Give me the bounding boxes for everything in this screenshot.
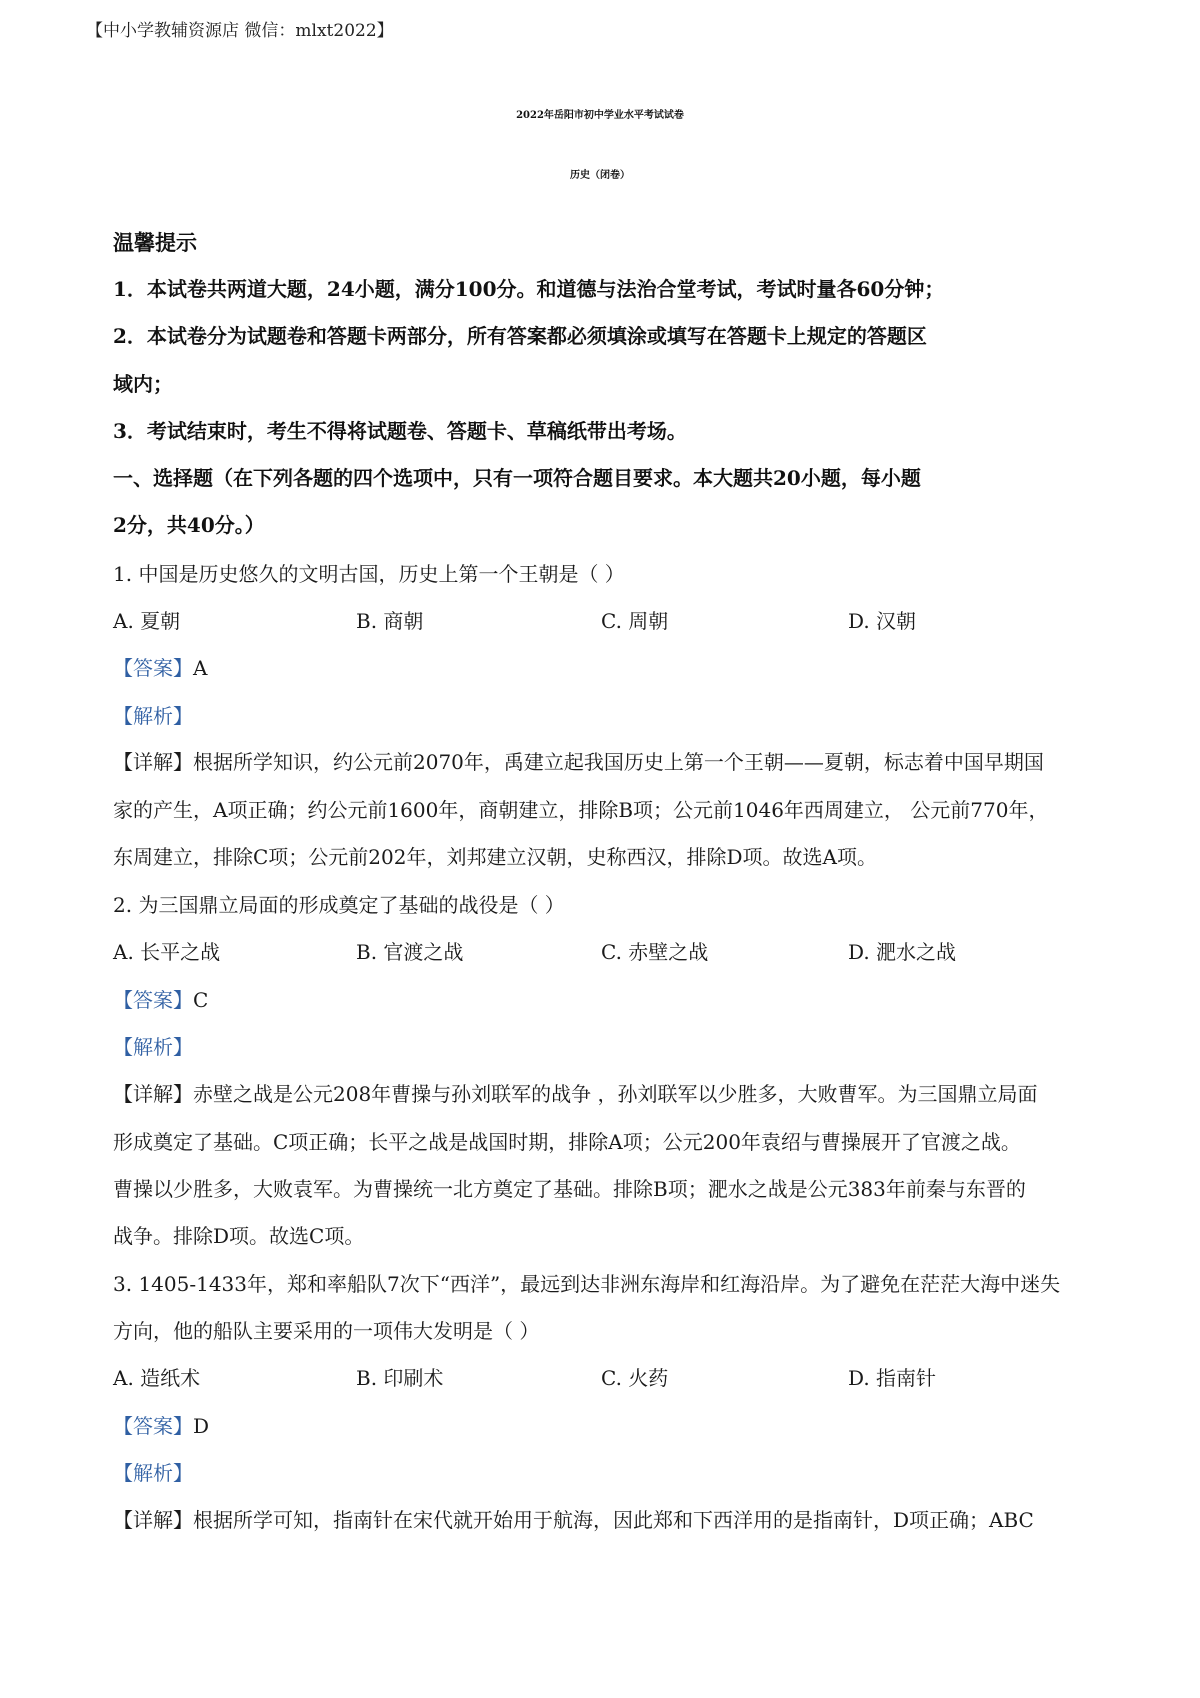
question-1-answer	[113, 654, 207, 682]
question-2-answer	[113, 986, 208, 1014]
tips-heading: 温馨提示	[113, 230, 197, 255]
question-1-analysis-label: 【解析】	[113, 704, 193, 728]
question-1-detail-line: 东周建立，排除C项；公元前202年，刘邦建立汉朝，史称西汉，排除D项。故选A项。	[113, 845, 877, 869]
question-1-option-b: B. 商朝	[356, 609, 424, 633]
page-title: 2022年岳阳市初中学业水平考试试卷	[516, 110, 684, 121]
tip-item-1: 1．本试卷共两道大题，24小题，满分100分。和道德与法治合堂考试，考试时量各60分钟；	[113, 277, 945, 301]
question-3-stem-cont: 方向，他的船队主要采用的一项伟大发明是（ ）	[113, 1319, 540, 1343]
page-subtitle: 历史（闭卷）	[570, 170, 630, 181]
answer-value: C	[193, 988, 209, 1012]
question-2-detail-line: 战争。排除D项。故选C项。	[113, 1224, 365, 1248]
detail-label: 【详解】	[113, 750, 193, 774]
question-2-detail-line: 曹操以少胜多，大败袁军。为曹操统一北方奠定了基础。排除B项；淝水之战是公元383年前秦与东晋的	[113, 1177, 1026, 1201]
answer-value: D	[193, 1414, 210, 1438]
question-2-detail-line: 【详解】赤壁之战是公元208年曹操与孙刘联军的战争 ，孙刘联军以少胜多，大败曹军。为三国鼎立局面	[113, 1082, 1038, 1106]
question-2-option-c: C. 赤壁之战	[601, 940, 709, 964]
tip-item-2: 2．本试卷分为试题卷和答题卡两部分，所有答案都必须填涂或填写在答题卡上规定的答题区	[113, 324, 927, 348]
header-note: 【中小学教辅资源店 微信：mlxt2022】	[86, 21, 394, 41]
question-3-stem: 3. 1405-1433年，郑和率船队7次下“西洋”，最远到达非洲东海岸和红海沿岸。为了避免在茫茫大海中迷失	[113, 1272, 1061, 1296]
question-3-answer	[113, 1412, 209, 1440]
question-2-detail-line: 形成奠定了基础。C项正确；长平之战是战国时期，排除A项；公元200年袁绍与曹操展开了官渡之战。	[113, 1130, 1021, 1154]
tip-item-3: 3．考试结束时，考生不得将试题卷、答题卡、草稿纸带出考场。	[113, 419, 687, 443]
answer-value: A	[193, 656, 208, 680]
question-3-option-b: B. 印刷术	[356, 1366, 444, 1390]
question-2-analysis-label: 【解析】	[113, 1035, 193, 1059]
question-2-option-a: A. 长平之战	[113, 940, 221, 964]
answer-label: 【答案】	[113, 656, 193, 680]
question-1-option-a: A. 夏朝	[113, 609, 181, 633]
question-1-option-c: C. 周朝	[601, 609, 669, 633]
question-1-option-d: D. 汉朝	[848, 609, 917, 633]
question-3-analysis-label: 【解析】	[113, 1461, 193, 1485]
question-3-detail-line: 【详解】根据所学可知，指南针在宋代就开始用于航海，因此郑和下西洋用的是指南针，D项正确；ABC	[113, 1508, 1034, 1532]
section-heading: 一、选择题（在下列各题的四个选项中，只有一项符合题目要求。本大题共20小题，每小题	[113, 466, 921, 490]
question-3-option-d: D. 指南针	[848, 1366, 937, 1390]
section-heading-cont: 2分，共40分。）	[113, 513, 265, 537]
question-2-stem: 2. 为三国鼎立局面的形成奠定了基础的战役是（ ）	[113, 893, 565, 917]
detail-label: 【详解】	[113, 1508, 193, 1532]
question-2-option-b: B. 官渡之战	[356, 940, 464, 964]
answer-label: 【答案】	[113, 1414, 193, 1438]
answer-label: 【答案】	[113, 988, 193, 1012]
question-1-stem: 1. 中国是历史悠久的文明古国，历史上第一个王朝是（ ）	[113, 562, 625, 586]
question-3-option-c: C. 火药	[601, 1366, 669, 1390]
question-2-option-d: D. 淝水之战	[848, 940, 957, 964]
detail-label: 【详解】	[113, 1082, 193, 1106]
question-1-detail-line: 家的产生，A项正确；约公元前1600年，商朝建立，排除B项；公元前1046年西周建立， 公元前770年，	[113, 798, 1049, 822]
question-1-detail-line: 【详解】根据所学知识，约公元前2070年，禹建立起我国历史上第一个王朝——夏朝，标志着中国早期国	[113, 750, 1044, 774]
question-3-option-a: A. 造纸术	[113, 1366, 201, 1390]
tip-item-2-cont: 域内；	[113, 372, 173, 396]
